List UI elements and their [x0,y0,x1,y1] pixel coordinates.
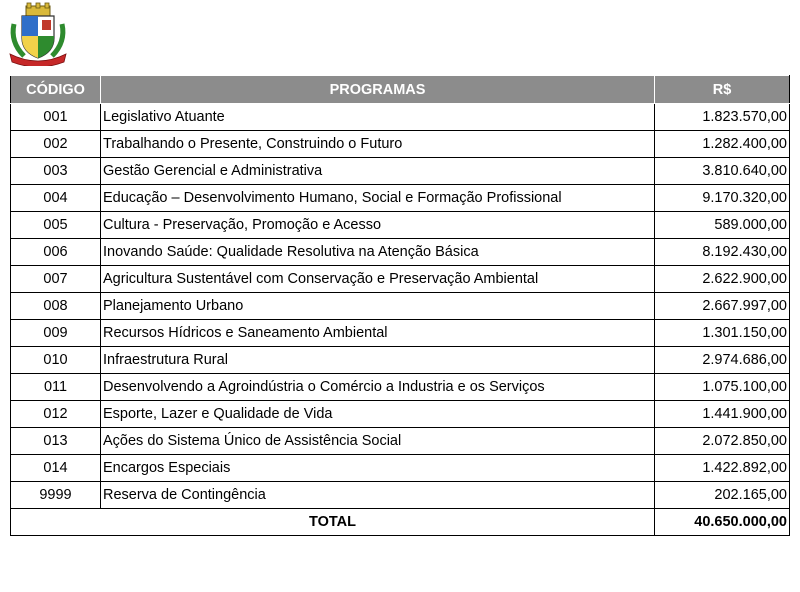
row-program: Gestão Gerencial e Administrativa [101,158,655,185]
row-code: 012 [11,401,101,428]
row-program: Legislativo Atuante [101,104,655,131]
row-value: 1.823.570,00 [655,104,790,131]
row-program: Agricultura Sustentável com Conservação e Preservação Ambiental [101,266,655,293]
row-value: 589.000,00 [655,212,790,239]
row-program: Cultura - Preservação, Promoção e Acesso [101,212,655,239]
row-code: 014 [11,455,101,482]
row-code: 003 [11,158,101,185]
header-programs: PROGRAMAS [101,76,655,104]
table-row [11,158,790,185]
row-code: 002 [11,131,101,158]
row-program: Desenvolvendo a Agroindústria o Comércio a Industria e os Serviços [101,374,655,401]
row-value: 202.165,00 [655,482,790,509]
table-row [11,482,790,509]
table-row [11,239,790,266]
row-program: Educação – Desenvolvimento Humano, Social e Formação Profissional [101,185,655,212]
table-row [11,293,790,320]
table-row [11,131,790,158]
coat-of-arms-logo [6,2,70,66]
row-program: Reserva de Contingência [101,482,655,509]
total-label: TOTAL [11,509,655,536]
table-row [11,401,790,428]
row-code: 001 [11,104,101,131]
row-program: Esporte, Lazer e Qualidade de Vida [101,401,655,428]
row-code: 009 [11,320,101,347]
table-row [11,455,790,482]
header-code: CÓDIGO [11,76,101,104]
row-program: Planejamento Urbano [101,293,655,320]
row-value: 2.622.900,00 [655,266,790,293]
row-code: 007 [11,266,101,293]
budget-programs-table [10,75,790,536]
row-value: 1.441.900,00 [655,401,790,428]
row-value: 2.072.850,00 [655,428,790,455]
table-row [11,320,790,347]
row-code: 9999 [11,482,101,509]
table-row [11,374,790,401]
row-code: 005 [11,212,101,239]
total-value: 40.650.000,00 [655,509,790,536]
row-value: 2.974.686,00 [655,347,790,374]
row-program: Encargos Especiais [101,455,655,482]
table-row [11,185,790,212]
row-value: 1.075.100,00 [655,374,790,401]
row-code: 008 [11,293,101,320]
row-program: Inovando Saúde: Qualidade Resolutiva na Atenção Básica [101,239,655,266]
row-code: 011 [11,374,101,401]
row-value: 9.170.320,00 [655,185,790,212]
table-row [11,104,790,131]
row-program: Ações do Sistema Único de Assistência Social [101,428,655,455]
table-header-row [11,76,790,104]
row-value: 2.667.997,00 [655,293,790,320]
row-code: 006 [11,239,101,266]
table-row [11,347,790,374]
row-value: 1.422.892,00 [655,455,790,482]
total-row [11,509,790,536]
row-program: Trabalhando o Presente, Construindo o Futuro [101,131,655,158]
row-code: 010 [11,347,101,374]
row-code: 013 [11,428,101,455]
table-row [11,266,790,293]
row-value: 1.301.150,00 [655,320,790,347]
row-value: 1.282.400,00 [655,131,790,158]
row-program: Recursos Hídricos e Saneamento Ambiental [101,320,655,347]
table-row [11,428,790,455]
table-row [11,212,790,239]
row-value: 8.192.430,00 [655,239,790,266]
row-value: 3.810.640,00 [655,158,790,185]
row-program: Infraestrutura Rural [101,347,655,374]
row-code: 004 [11,185,101,212]
coat-of-arms-icon [6,2,70,66]
header-value: R$ [655,76,790,104]
